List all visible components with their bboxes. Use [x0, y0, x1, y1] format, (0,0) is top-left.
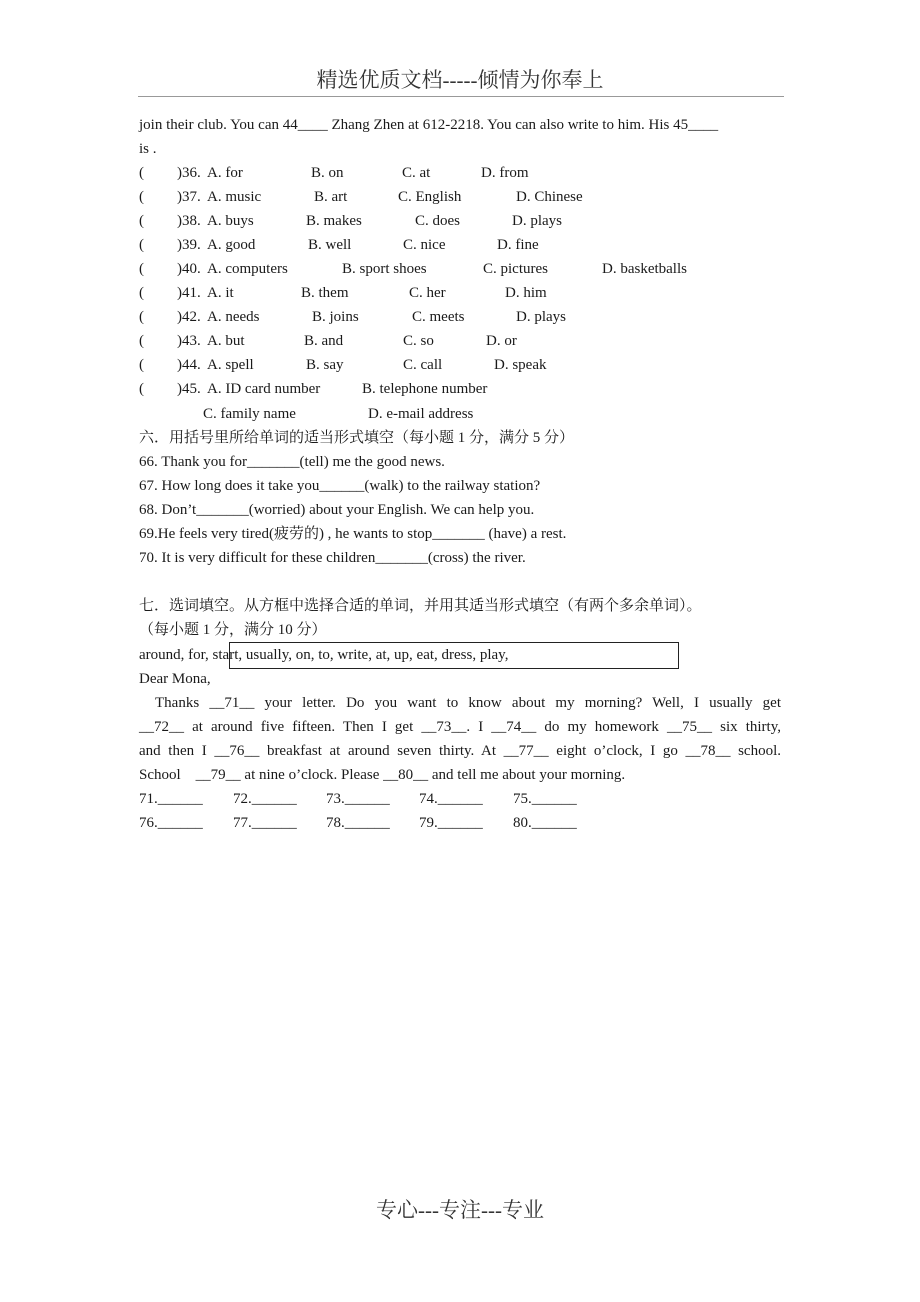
- option-a: A. good: [207, 237, 256, 253]
- option-a: A. computers: [207, 261, 288, 277]
- answer-paren: (: [139, 189, 144, 205]
- option-c: C. English: [398, 189, 462, 205]
- option-c: C. family name: [203, 406, 296, 422]
- question-number: )42.: [177, 309, 201, 325]
- letter-line-2: __72__ at around five fifteen. Then I get __73__. I __74__ do my homework __75__ six thirty,: [139, 719, 781, 735]
- item-70: 70. It is very difficult for these children_______(cross) the river.: [139, 550, 526, 566]
- answer-paren: (: [139, 237, 144, 253]
- option-d: D. from: [481, 165, 529, 181]
- option-c: C. does: [415, 213, 460, 229]
- option-b: B. sport shoes: [342, 261, 427, 277]
- option-c: C. meets: [412, 309, 465, 325]
- option-a: A. but: [207, 333, 245, 349]
- option-c: C. at: [402, 165, 431, 181]
- answer-paren: (: [139, 309, 144, 325]
- letter-line-3: and then I __76__ breakfast at around seven thirty. At __77__ eight o’clock, I go __78__ school.: [139, 743, 781, 759]
- option-d: D. plays: [516, 309, 566, 325]
- section-6-title: 六．用括号里所给单词的适当形式填空（每小题 1 分，满分 5 分）: [139, 430, 575, 446]
- option-d: D. fine: [497, 237, 539, 253]
- word-bank: around, for, start, usually, on, to, write, at, up, eat, dress, play,: [139, 647, 509, 663]
- page-header: 精选优质文档-----倾情为你奉上: [316, 68, 604, 92]
- answer-paren: (: [139, 213, 144, 229]
- answer-paren: (: [139, 333, 144, 349]
- item-68: 68. Don’t_______(worried) about your English. We can help you.: [139, 502, 535, 518]
- option-b: B. well: [308, 237, 352, 253]
- answer-78: 78.______: [326, 815, 390, 831]
- option-b: B. on: [311, 165, 344, 181]
- answer-74: 74.______: [419, 791, 483, 807]
- section-7-title: 七．选词填空。从方框中选择合适的单词，并用其适当形式填空（有两个多余单词）。: [139, 598, 702, 614]
- answer-paren: (: [139, 357, 144, 373]
- passage-line-2: is .: [139, 141, 157, 157]
- answer-71: 71.______: [139, 791, 203, 807]
- option-d: D. or: [486, 333, 517, 349]
- option-c: C. call: [403, 357, 443, 373]
- option-c: C. nice: [403, 237, 446, 253]
- option-d: D. plays: [512, 213, 562, 229]
- answer-paren: (: [139, 165, 144, 181]
- option-b: B. telephone number: [362, 381, 488, 397]
- letter-greeting: Dear Mona,: [139, 671, 211, 687]
- option-d: D. basketballs: [602, 261, 687, 277]
- option-b: B. joins: [312, 309, 359, 325]
- question-number: )45.: [177, 381, 201, 397]
- option-d: D. e-mail address: [368, 406, 474, 422]
- answer-72: 72.______: [233, 791, 297, 807]
- option-d: D. speak: [494, 357, 547, 373]
- option-a: A. spell: [207, 357, 254, 373]
- passage-line-1: join their club. You can 44____ Zhang Zhen at 612-2218. You can also write to him. His 45____: [139, 117, 719, 133]
- option-b: B. art: [314, 189, 348, 205]
- header-divider: [138, 96, 784, 97]
- option-a: A. music: [207, 189, 262, 205]
- answer-80: 80.______: [513, 815, 577, 831]
- option-b: B. and: [304, 333, 344, 349]
- option-b: B. them: [301, 285, 349, 301]
- option-c: C. pictures: [483, 261, 548, 277]
- item-67: 67. How long does it take you______(walk) to the railway station?: [139, 478, 541, 494]
- option-c: C. her: [409, 285, 446, 301]
- option-a: A. buys: [207, 213, 254, 229]
- answer-paren: (: [139, 285, 144, 301]
- option-a: A. ID card number: [207, 381, 321, 397]
- answer-75: 75.______: [513, 791, 577, 807]
- letter-line-1: Thanks __71__ your letter. Do you want to know about my morning? Well, I usually get: [155, 695, 781, 711]
- question-number: )37.: [177, 189, 201, 205]
- option-a: A. needs: [207, 309, 260, 325]
- question-number: )44.: [177, 357, 201, 373]
- page-footer: 专心---专注---专业: [376, 1198, 544, 1222]
- question-number: )41.: [177, 285, 201, 301]
- item-66: 66. Thank you for_______(tell) me the good news.: [139, 454, 445, 470]
- item-69: 69.He feels very tired(疲劳的) , he wants to stop_______ (have) a rest.: [139, 526, 567, 542]
- option-b: B. makes: [306, 213, 362, 229]
- question-number: )43.: [177, 333, 201, 349]
- option-d: D. him: [505, 285, 547, 301]
- option-c: C. so: [403, 333, 434, 349]
- section-7-subtitle: （每小题 1 分，满分 10 分）: [139, 622, 327, 638]
- option-a: A. for: [207, 165, 243, 181]
- letter-line-4: School __79__ at nine o’clock. Please __80__ and tell me about your morning.: [139, 767, 626, 783]
- answer-79: 79.______: [419, 815, 483, 831]
- answer-77: 77.______: [233, 815, 297, 831]
- option-a: A. it: [207, 285, 234, 301]
- question-number: )40.: [177, 261, 201, 277]
- answer-paren: (: [139, 261, 144, 277]
- question-number: )39.: [177, 237, 201, 253]
- answer-76: 76.______: [139, 815, 203, 831]
- option-b: B. say: [306, 357, 344, 373]
- answer-73: 73.______: [326, 791, 390, 807]
- option-d: D. Chinese: [516, 189, 583, 205]
- question-number: )38.: [177, 213, 201, 229]
- question-number: )36.: [177, 165, 201, 181]
- answer-paren: (: [139, 381, 144, 397]
